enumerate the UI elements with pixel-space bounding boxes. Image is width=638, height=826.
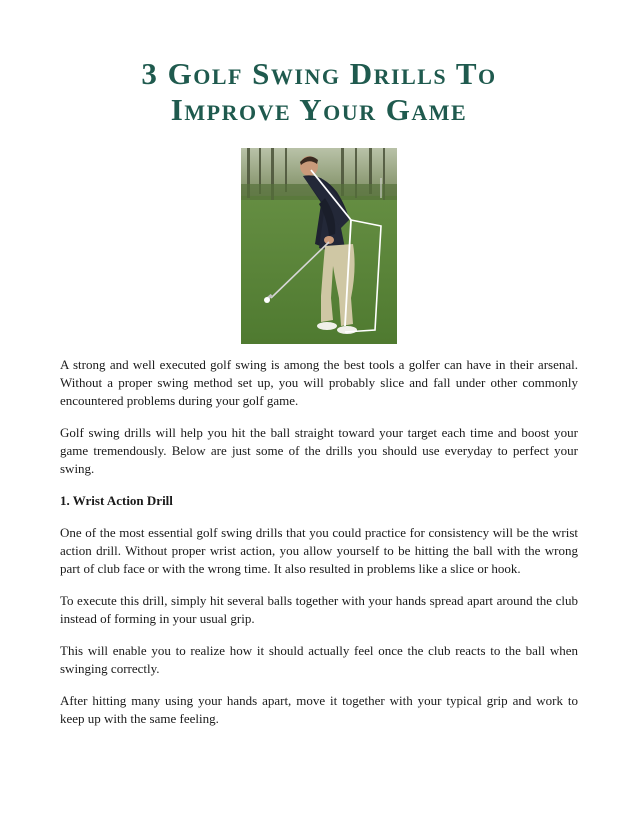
page-title (0, 56, 638, 128)
section-heading-wrist-action: 1. Wrist Action Drill (60, 493, 173, 508)
paragraph-drills-overview: Golf swing drills will help you hit the ball straight toward your target each time and boost your game tremendously. Below are just some of the drills you should use everyday to perfect your swing. (60, 425, 578, 476)
paragraph-feel: This will enable you to realize how it should actually feel once the club reacts to the ball when swinging correctly. (60, 643, 578, 676)
article-body (60, 356, 578, 742)
golfer-photo (241, 148, 397, 344)
title-line-2: Improve Your Game (170, 92, 468, 127)
paragraph-execute-drill: To execute this drill, simply hit several balls together with your hands spread apart around the club instead of forming in your usual grip. (60, 593, 578, 626)
paragraph-grip: After hitting many using your hands apart, move it together with your typical grip and work to keep up with the same feeling. (60, 693, 578, 726)
paragraph-intro: A strong and well executed golf swing is among the best tools a golfer can have in their arsenal. Without a proper swing method set up, you will probably slice and fall under other commonly encountered problems during your golf game. (60, 357, 578, 408)
title-line-1: 3 Golf Swing Drills To (141, 56, 497, 91)
paragraph-wrist-action: One of the most essential golf swing drills that you could practice for consistency will be the wrist action drill. Without proper wrist action, you allow yourself to be hitting the ball with the wrong part of club face or with the wrong time. It also resulted in problems like a slice or hook. (60, 525, 578, 576)
